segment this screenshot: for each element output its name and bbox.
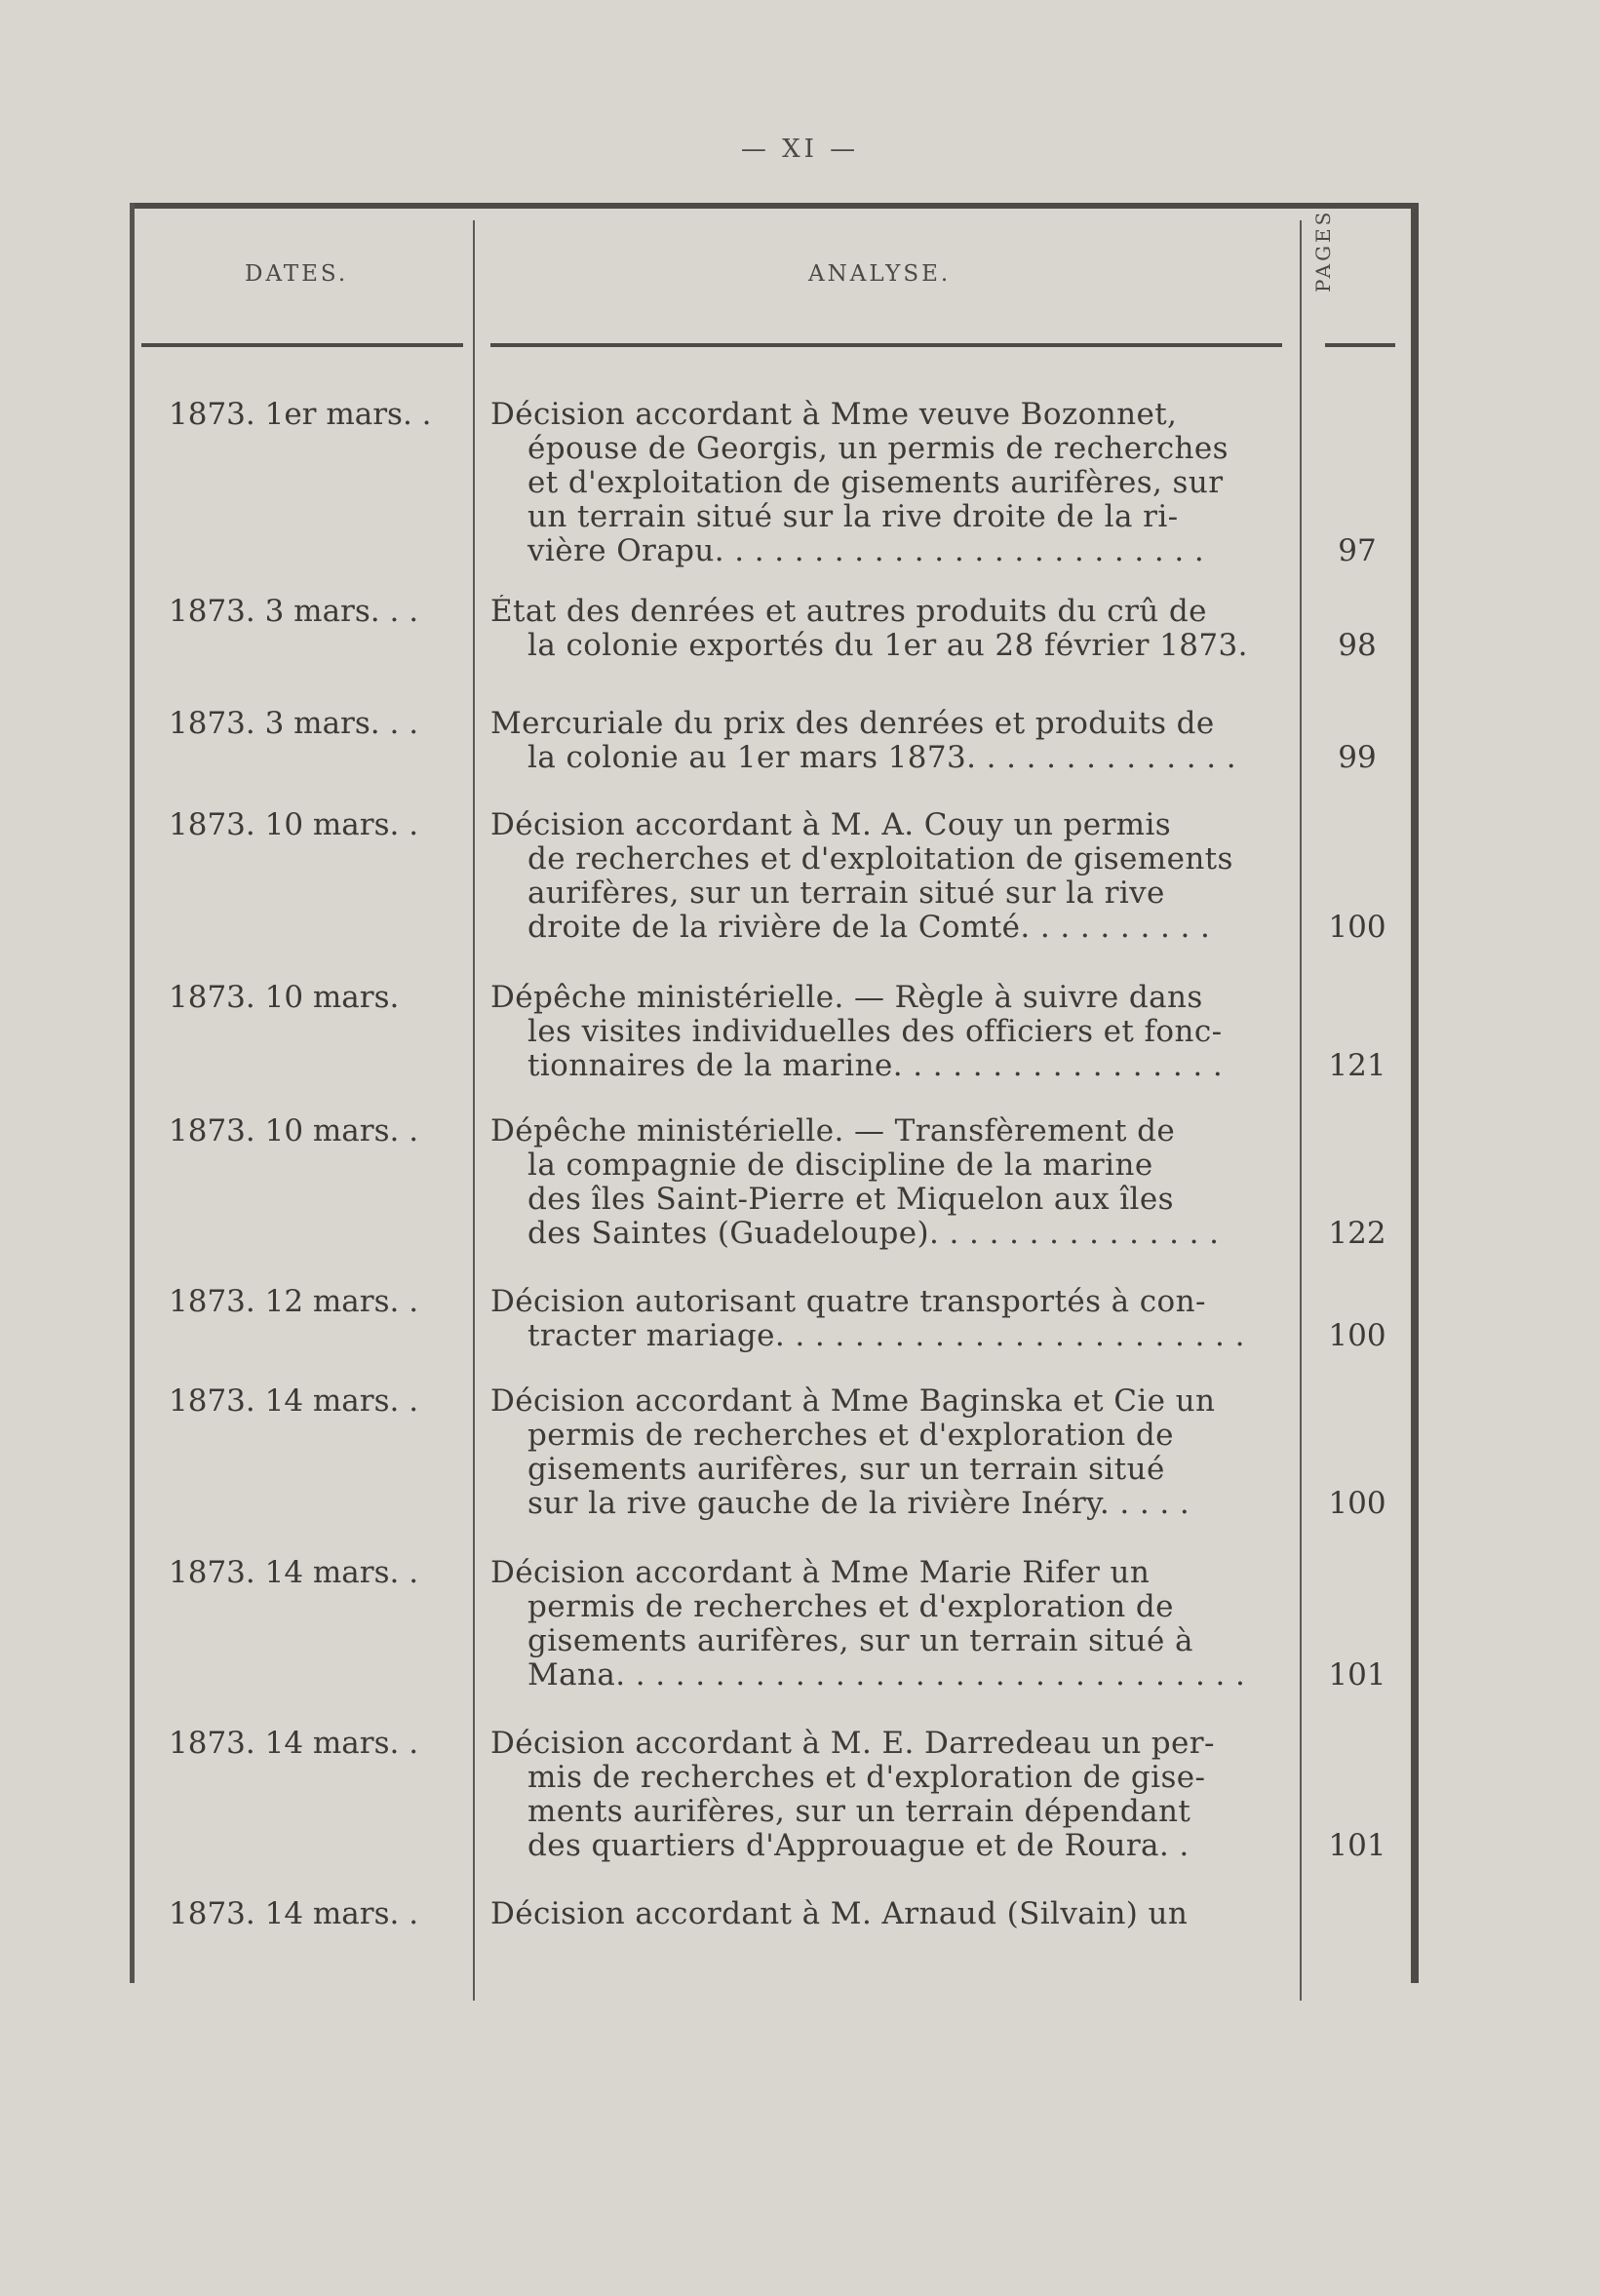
analysis-line: les visites individuelles des officiers et fonc-	[527, 1015, 1223, 1049]
entry-analysis	[490, 707, 1298, 775]
table-top-rule	[130, 203, 1419, 209]
analysis-line: gisements aurifères, sur un terrain situé	[527, 1453, 1165, 1487]
entry-date: 1873. 10 mars. .	[169, 1113, 419, 1148]
analysis-line: tracter mariage. . . . . . . . . . . . . . . . . . . . . . . .	[527, 1319, 1245, 1353]
entry-analysis	[490, 595, 1298, 663]
analysis-line: Décision accordant à M. Arnaud (Silvain) un	[490, 1897, 1189, 1931]
header-rule-pages	[1325, 343, 1395, 347]
analysis-line: de recherches et d'exploitation de gisements	[527, 842, 1233, 876]
analysis-line: Mercuriale du prix des denrées et produits de	[490, 707, 1215, 741]
entry-date: 1873. 14 mars. .	[169, 1726, 419, 1761]
analysis-line: aurifères, sur un terrain situé sur la rive	[527, 876, 1165, 911]
table-right-rule	[1411, 203, 1419, 1983]
analysis-line: des Saintes (Guadeloupe). . . . . . . . . . . . . . .	[527, 1217, 1220, 1251]
entry-analysis	[490, 398, 1298, 568]
analysis-line: Décision accordant à M. A. Couy un permis	[490, 808, 1172, 842]
analysis-line: des îles Saint-Pierre et Miquelon aux îles	[527, 1183, 1174, 1217]
entry-page: 100	[1328, 1318, 1386, 1353]
entry-date: 1873. 14 mars. .	[169, 1383, 419, 1419]
analysis-line: Dépêche ministérielle. — Règle à suivre dans	[490, 981, 1203, 1015]
analysis-line: la colonie exportés du 1er au 28 février 1873.	[527, 629, 1248, 663]
analysis-line: Décision accordant à Mme veuve Bozonnet,	[490, 398, 1178, 432]
analysis-line: Dépêche ministérielle. — Transfèrement de	[490, 1114, 1176, 1148]
entry-date: 1873. 3 mars. . .	[169, 594, 419, 629]
header-analyse: ANALYSE.	[808, 261, 952, 287]
entry-date: 1873. 1er mars. .	[169, 397, 432, 432]
entry-date: 1873. 12 mars. .	[169, 1284, 419, 1319]
entry-analysis	[490, 1897, 1298, 1931]
analysis-line: permis de recherches et d'exploration de	[527, 1419, 1174, 1453]
page-number: — XI —	[740, 135, 860, 164]
entry-date: 1873. 10 mars.	[169, 980, 400, 1015]
table-left-rule	[130, 203, 135, 1983]
entry-analysis	[490, 1285, 1298, 1353]
entry-page: 97	[1338, 533, 1377, 568]
entry-analysis	[490, 1727, 1298, 1863]
entry-date: 1873. 10 mars. .	[169, 807, 419, 842]
analysis-line: gisements aurifères, sur un terrain situé à	[527, 1624, 1193, 1658]
analysis-line: Décision autorisant quatre transportés à con-	[490, 1285, 1206, 1319]
analysis-line: Mana. . . . . . . . . . . . . . . . . . . . . . . . . . . . . . . .	[527, 1658, 1246, 1693]
analysis-line: Décision accordant à Mme Baginska et Cie un	[490, 1384, 1216, 1419]
entry-analysis	[490, 808, 1298, 945]
entry-analysis	[490, 1384, 1298, 1521]
column-separator-dates	[473, 220, 475, 2001]
analysis-line: tionnaires de la marine. . . . . . . . . . . . . . . . .	[527, 1049, 1224, 1083]
entry-page: 101	[1328, 1657, 1386, 1693]
analysis-line: un terrain situé sur la rive droite de la ri-	[527, 500, 1179, 534]
header-rule-dates	[141, 343, 463, 347]
entry-page: 101	[1328, 1828, 1386, 1863]
analysis-line: ments aurifères, sur un terrain dépendant	[527, 1795, 1191, 1829]
entry-date: 1873. 14 mars. .	[169, 1555, 419, 1590]
analysis-line: État des denrées et autres produits du crû de	[490, 595, 1207, 629]
analysis-line: droite de la rivière de la Comté. . . . . . . . . .	[527, 911, 1211, 945]
entry-page: 100	[1328, 910, 1386, 945]
entry-page: 98	[1338, 628, 1377, 663]
analysis-line: sur la rive gauche de la rivière Inéry. . . . .	[527, 1487, 1190, 1521]
entry-date: 1873. 3 mars. . .	[169, 706, 419, 741]
header-pages: PAGES.	[1311, 201, 1335, 292]
analysis-line: Décision accordant à M. E. Darredeau un per-	[490, 1727, 1215, 1761]
analysis-line: épouse de Georgis, un permis de recherches	[527, 432, 1229, 466]
entry-analysis	[490, 981, 1298, 1083]
entry-page: 100	[1328, 1486, 1386, 1521]
analysis-line: la colonie au 1er mars 1873. . . . . . . . . . . . . .	[527, 741, 1236, 775]
index-table	[130, 203, 1419, 1983]
entry-page: 121	[1328, 1048, 1386, 1083]
column-separator-pages	[1300, 220, 1302, 2001]
entry-analysis	[490, 1556, 1298, 1693]
header-dates: DATES.	[245, 261, 349, 287]
analysis-line: mis de recherches et d'exploration de gise-	[527, 1761, 1206, 1795]
analysis-line: et d'exploitation de gisements aurifères, sur	[527, 466, 1224, 500]
analysis-line: Décision accordant à Mme Marie Rifer un	[490, 1556, 1151, 1590]
entry-page: 122	[1328, 1216, 1386, 1251]
entry-analysis	[490, 1114, 1298, 1251]
entry-date: 1873. 14 mars. .	[169, 1896, 419, 1931]
analysis-line: permis de recherches et d'exploration de	[527, 1590, 1174, 1624]
analysis-line: vière Orapu. . . . . . . . . . . . . . . . . . . . . . . . .	[527, 534, 1205, 568]
analysis-line: des quartiers d'Approuague et de Roura. .	[527, 1829, 1190, 1863]
analysis-line: la compagnie de discipline de la marine	[527, 1148, 1153, 1183]
header-rule-analyse	[490, 343, 1282, 347]
entry-page: 99	[1338, 740, 1377, 775]
